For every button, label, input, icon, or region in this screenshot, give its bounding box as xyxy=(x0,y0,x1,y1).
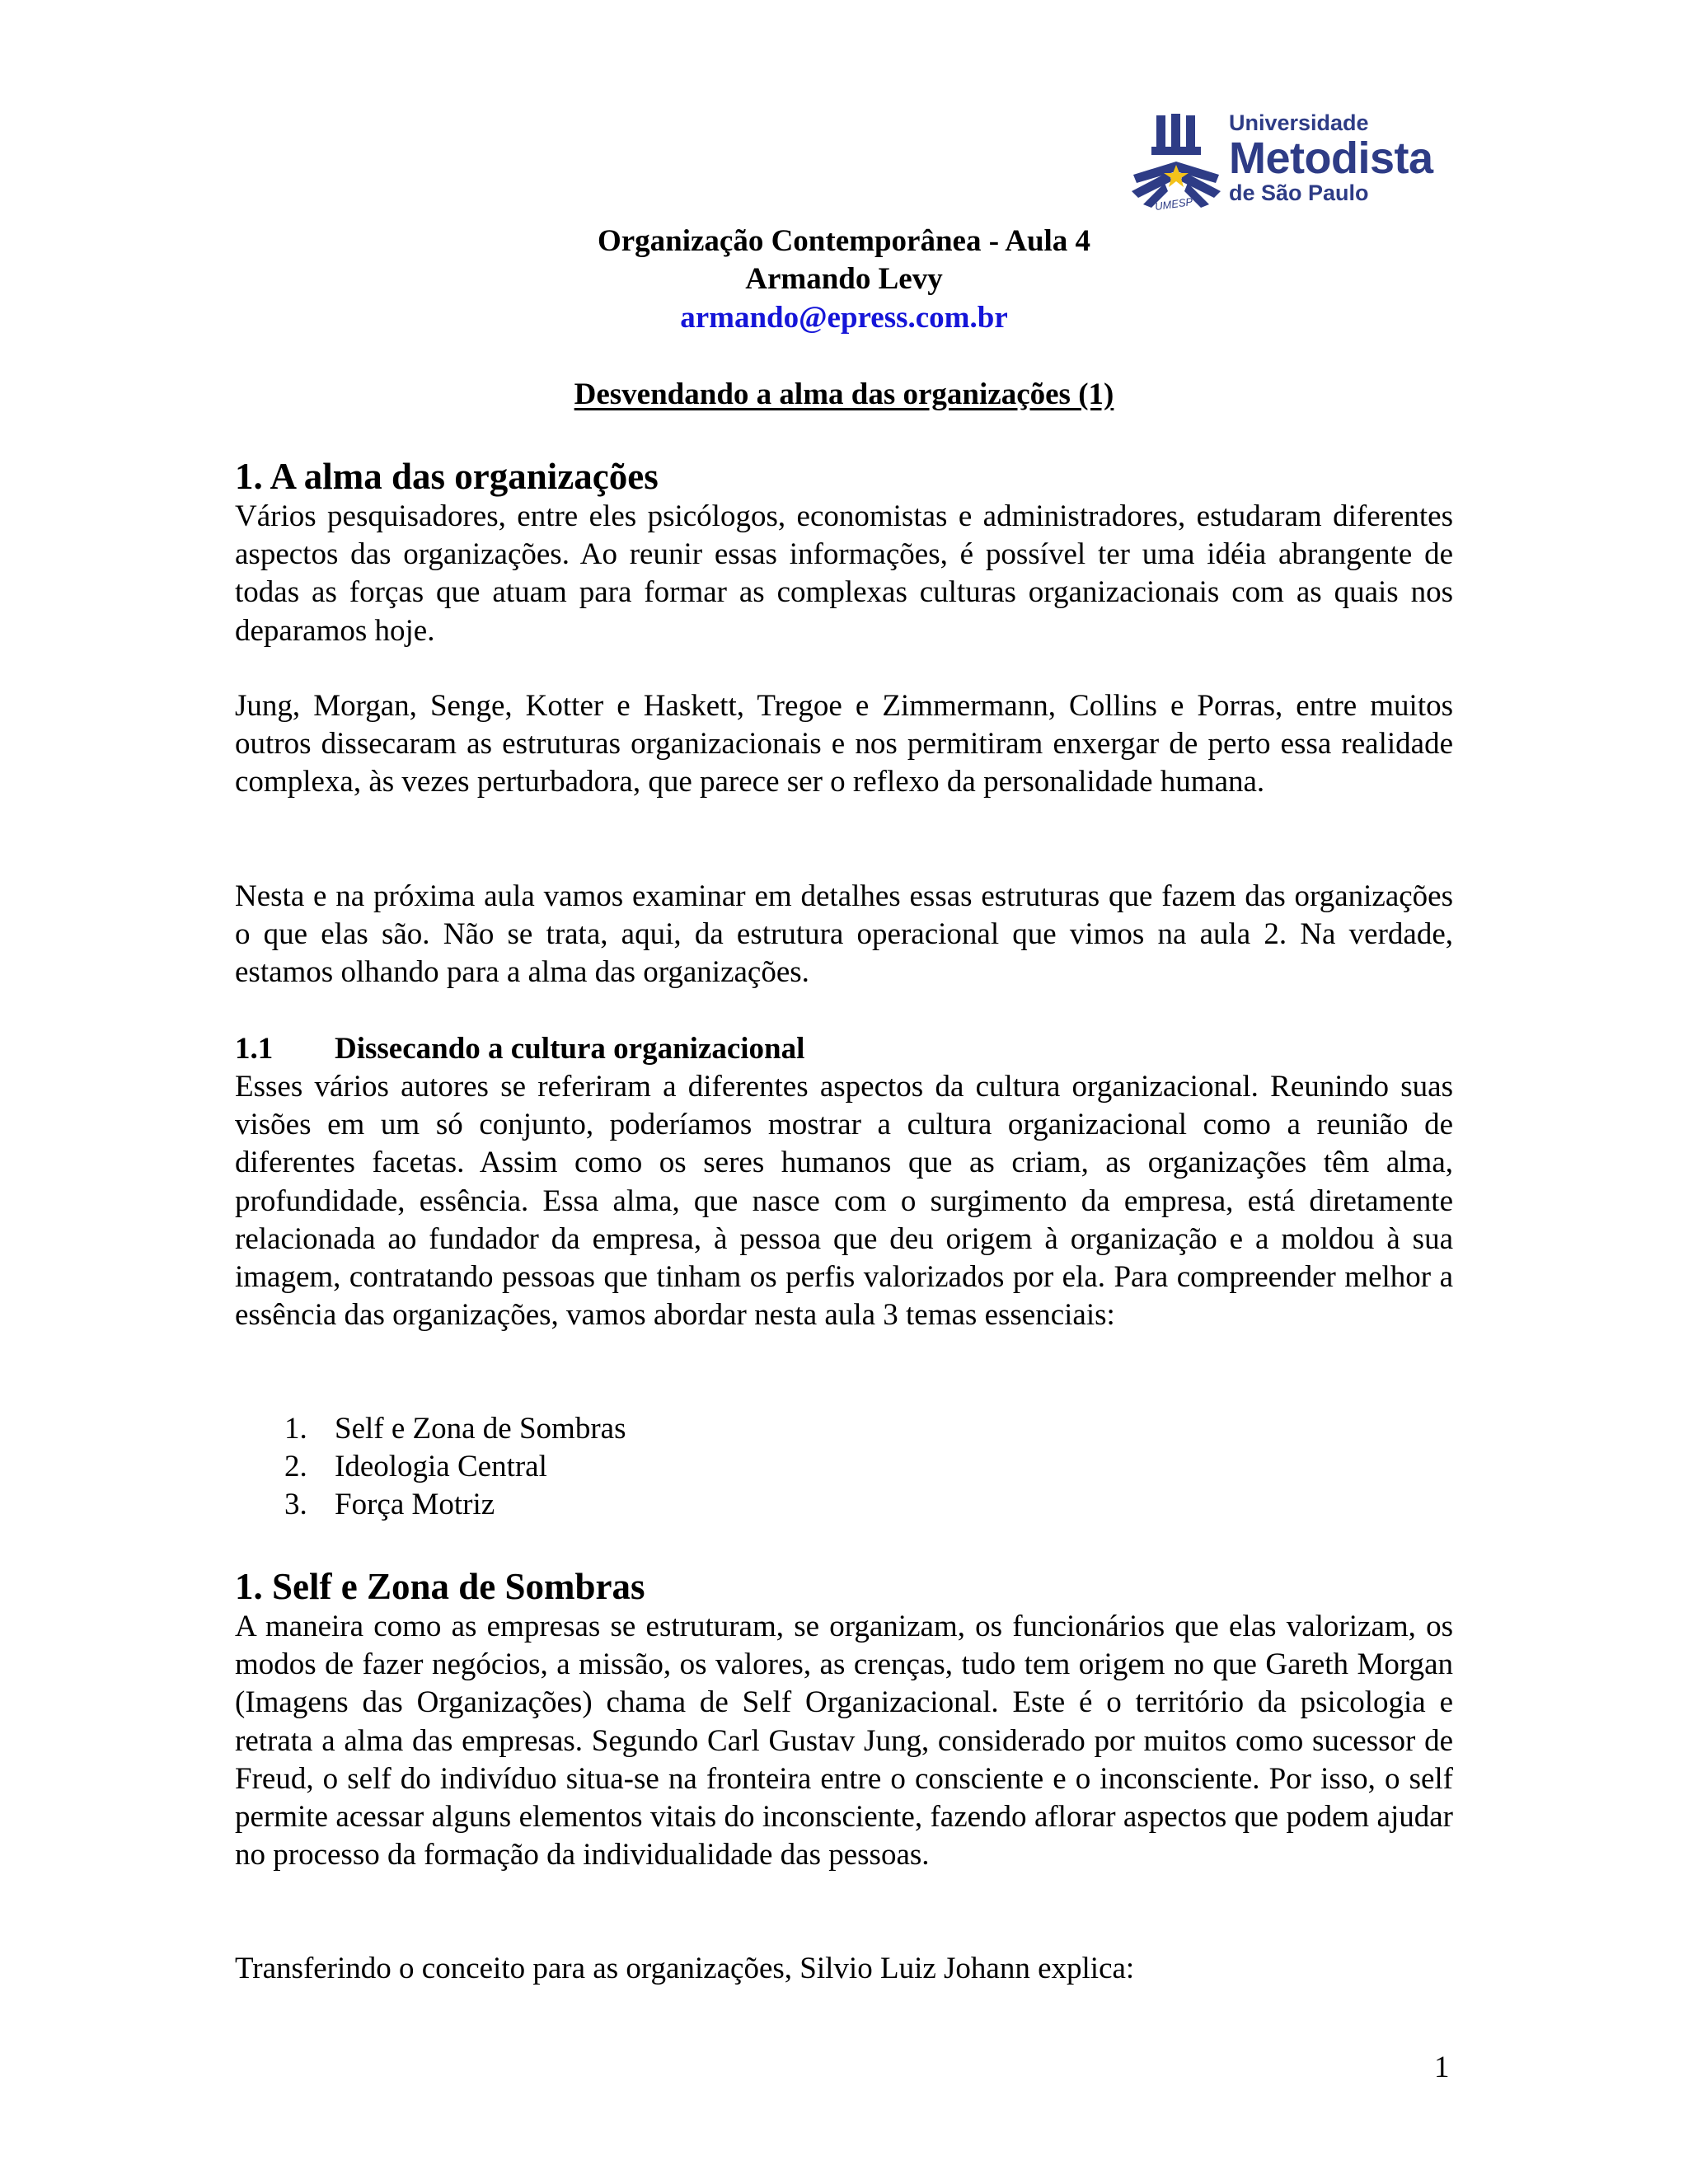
subsection-heading xyxy=(235,1030,804,1068)
author-name: Armando Levy xyxy=(745,262,943,296)
section-2-heading: 1. Self e Zona de Sombras xyxy=(235,1566,645,1607)
logo-line-2: Metodista xyxy=(1229,134,1433,183)
section-1-heading: 1. A alma das organizações xyxy=(235,456,659,497)
subsection-paragraph: Esses vários autores se referiram a diferentes aspectos da cultura organizacional. Reunindo suas visões em um só conjunto, poderíamos mostrar a cultura organizacional como a reunião de diferentes facetas. Assim como os seres humanos que as criam, as organizações têm alma, profundidade, essência. Essa alma, que nasce com o surgimento da empresa, está diretamente relacionada ao fundador da empresa, à pessoa que deu origem à organização e a moldou à sua imagem, contratando pessoas que tinham os perfis valorizados por ela. Para compreender melhor a essência das organizações, vamos abordar nesta aula 3 temas essenciais: xyxy=(235,1070,1453,1333)
list-item: 2. Ideologia Central xyxy=(284,1450,547,1484)
list-item: 1. Self e Zona de Sombras xyxy=(284,1412,626,1446)
logo-line-1: Universidade xyxy=(1229,110,1369,135)
topics-list xyxy=(284,1410,626,1525)
section-1-paragraph-1: Vários pesquisadores, entre eles psicólogos, economistas e administradores, estudaram diferentes aspectos das organizações. Ao reunir essas informações, é possível ter uma idéia abrangente de todas as forças que atuam para formar as complexas culturas organizacionais com as quais nos deparamos hoje. xyxy=(235,499,1453,648)
course-title: Organização Contemporânea - Aula 4 xyxy=(597,224,1091,258)
author-email-link[interactable]: armando@epress.com.br xyxy=(680,301,1008,335)
logo-caption: UMESP xyxy=(1154,194,1194,213)
subsection-number: 1.1 xyxy=(235,1032,274,1066)
section-1-paragraph-2: Jung, Morgan, Senge, Kotter e Haskett, Tregoe e Zimmermann, Collins e Porras, entre muitos outros dissecaram as estruturas organizacionais e nos permitiram enxergar de perto essa realidade complexa, às vezes perturbadora, que parece ser o reflexo da personalidade humana. xyxy=(235,689,1453,799)
university-logo xyxy=(1125,105,1455,221)
section-2-paragraph-2: Transferindo o conceito para as organizações, Silvio Luiz Johann explica: xyxy=(235,1952,1135,1985)
logo-wordmark xyxy=(1229,105,1433,204)
page-number: 1 xyxy=(1434,2050,1450,2084)
section-1-paragraph-3: Nesta e na próxima aula vamos examinar em detalhes essas estruturas que fazem das organizações o que elas são. Não se trata, aqui, da estrutura operacional que vimos na aula 2. Na verdade, estamos olhando para a alma das organizações. xyxy=(235,879,1453,990)
document-title: Desvendando a alma das organizações (1) xyxy=(574,377,1114,411)
subsection-title: Dissecando a cultura organizacional xyxy=(335,1032,805,1066)
section-2-paragraph-1: A maneira como as empresas se estruturam, se organizam, os funcionários que elas valorizam, os modos de fazer negócios, a missão, os valores, as crenças, tudo tem origem no que Gareth Morgan (Imagens das Organizações) chama de Self Organizacional. Este é o território da psicologia e retrata a alma das empresas. Segundo Carl Gustav Jung, considerado por muitos como sucessor de Freud, o self do indivíduo situa-se na fronteira entre o consciente e o inconsciente. Por isso, o self permite acessar alguns elementos vitais do inconsciente, fazendo aflorar aspectos que podem ajudar no processo da formação da individualidade das pessoas. xyxy=(235,1610,1453,1872)
logo-line-3: de São Paulo xyxy=(1229,180,1369,205)
list-item: 3. Força Motriz xyxy=(284,1488,495,1522)
